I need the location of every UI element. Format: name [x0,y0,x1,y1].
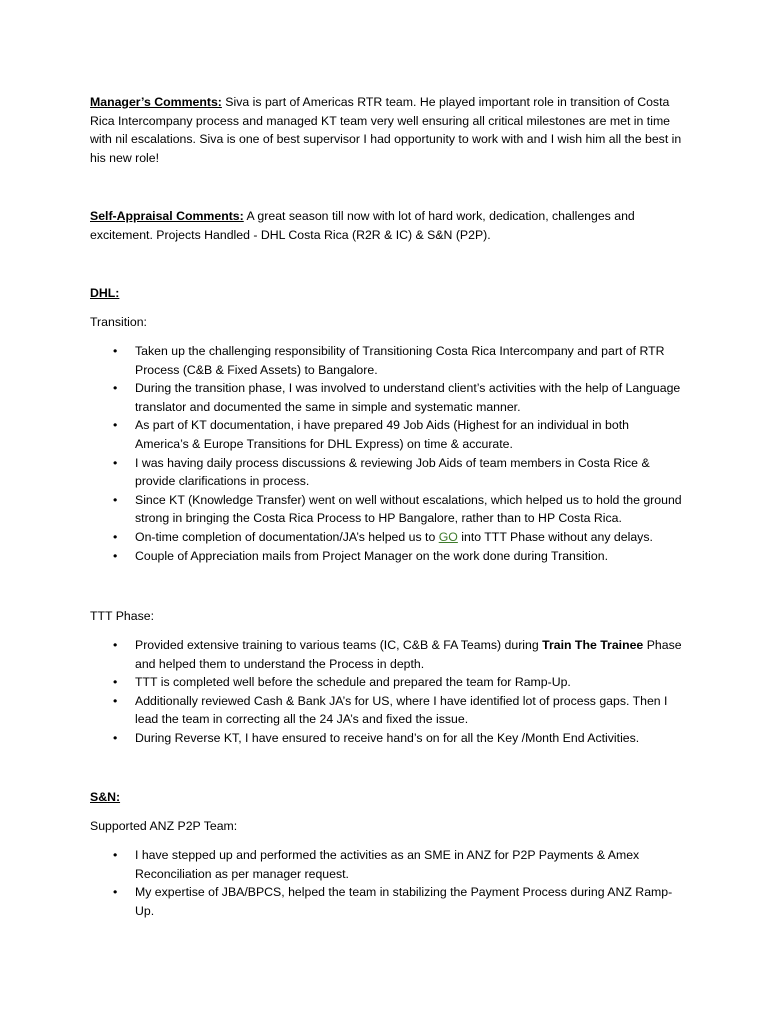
list-item: • Since KT (Knowledge Transfer) went on well without escalations, which helped us to hold the ground strong in bringing the Costa Rica Process to HP Bangalore, rather than to HP Costa Rica. [90,491,682,528]
ttt-phase-label: TTT Phase: [90,609,155,623]
list-item [90,636,682,673]
sn-list [90,846,682,920]
list-item: • I have stepped up and performed the activities as an SME in ANZ for P2P Payments & Amex Reconciliation as per manager request. [90,846,682,883]
list-item: • Additionally reviewed Cash & Bank JA’s for US, where I have identified lot of process gaps. Then I lead the team in correcting all the 24 JA’s and fixed the issue. [90,692,682,729]
self-appraisal-label: Self-Appraisal Comments: [90,209,244,223]
ttt-item-before: Provided extensive training to various teams (IC, C&B & FA Teams) during [135,638,543,652]
dhl-heading: DHL: [90,286,120,300]
list-item: • During the transition phase, I was involved to understand client’s activities with the help of Language translator and documented the same in simple and systematic manner. [90,379,682,416]
manager-comments-paragraph [90,93,682,167]
manager-comments-text: Siva is part of Americas RTR team. He played important role in transition of Costa Rica Intercompany process and managed KT team very well ensuring all critical milestones are met in time with nil escalations. Siva is one of best supervisor I had opportunity to work with and I wish him all the best in his new role! [90,95,682,165]
ttt-item-after: Phase and helped them to understand the Process in depth. [135,638,682,671]
list-item: • TTT is completed well before the schedule and prepared the team for Ramp-Up. [90,673,682,692]
sn-heading: S&N: [90,790,121,804]
transition-label: Transition: [90,315,147,329]
go-link[interactable]: GO [438,529,458,544]
go-item-after: into TTT Phase without any delays. [457,529,653,544]
list-item: • Couple of Appreciation mails from Project Manager on the work done during Transition. [90,547,682,566]
train-the-trainee-text: Train The Trainee [542,638,644,652]
list-item: • During Reverse KT, I have ensured to receive hand’s on for all the Key /Month End Activities. [90,729,682,748]
list-item: • As part of KT documentation, i have prepared 49 Job Aids (Highest for an individual in both America’s & Europe Transitions for DHL Express) on time & accurate. [90,416,682,453]
list-item [90,528,682,547]
transition-list [90,342,682,565]
manager-comments-label: Manager’s Comments: [90,95,222,109]
list-item: • Taken up the challenging responsibility of Transitioning Costa Rica Intercompany and part of RTR Process (C&B & Fixed Assets) to Bangalore. [90,342,682,379]
self-appraisal-paragraph [90,207,682,244]
go-item-before: On-time completion of documentation/JA’s helped us to [135,529,439,544]
list-item: • I was having daily process discussions & reviewing Job Aids of team members in Costa Rice & provide clarifications in process. [90,454,682,491]
self-appraisal-text: A great season till now with lot of hard work, dedication, challenges and excitement. Projects Handled - DHL Costa Rica (R2R & IC) & S&N (P2P). [90,209,635,242]
list-item: • My expertise of JBA/BPCS, helped the team in stabilizing the Payment Process during ANZ Ramp-Up. [90,883,682,920]
anz-p2p-label: Supported ANZ P2P Team: [90,819,238,833]
ttt-list [90,636,682,748]
